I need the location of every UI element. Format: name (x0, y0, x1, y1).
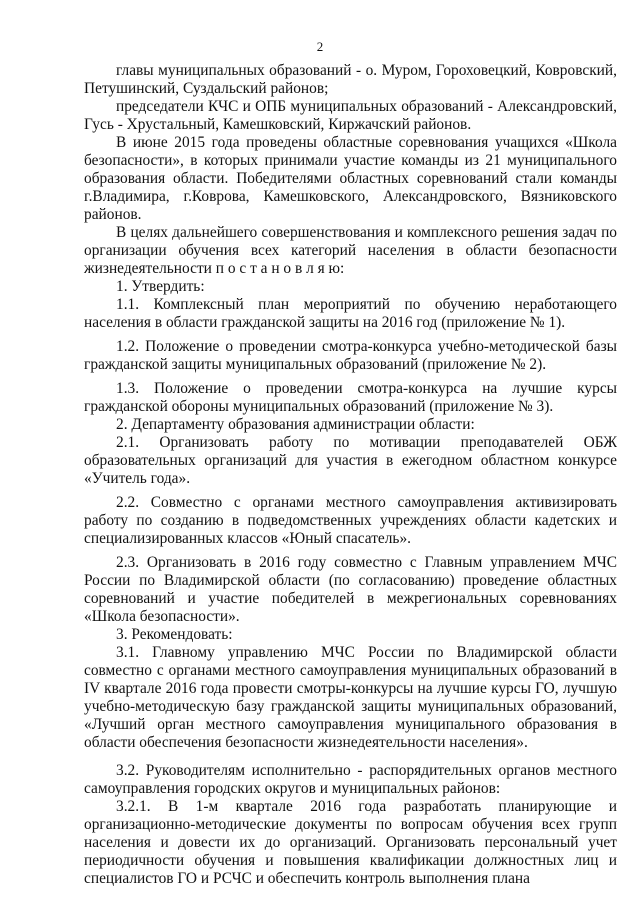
item-1-approve: 1. Утвердить: (116, 278, 205, 295)
item-1-1: 1.1. Комплексный план мероприятий по обучению неработающего населения в области гражданской защиты на 2016 год (приложение № 1). (84, 296, 617, 331)
item-3-2: 3.2. Руководителям исполнительно - распорядительных органов местного самоуправления городских округов и муниципальных районов: (84, 762, 617, 797)
item-2-education-department: 2. Департаменту образования администрации области: (116, 416, 475, 433)
item-1-2: 1.2. Положение о проведении смотра-конкурса учебно-методической базы гражданской защиты муниципальных образований (приложение № 2). (84, 338, 617, 373)
document-body (84, 62, 617, 888)
paragraph-resolution-preamble: В целях дальнейшего совершенствования и комплексного решения задач по организации обучения всех категорий населения в области безопасности жизнедеятельности п о с т а н о в л я ю: (84, 224, 617, 277)
item-2-1: 2.1. Организовать работу по мотивации преподавателей ОБЖ образовательных организаций для участия в ежегодном областном конкурсе «Учитель года». (84, 434, 617, 487)
item-2-3: 2.3. Организовать в 2016 году совместно с Главным управлением МЧС России по Владимирской области (по согласованию) проведение областных соревнований и участие победителей в межрегиональных соревнованиях «Школа безопасности». (84, 554, 617, 625)
item-2-2: 2.2. Совместно с органами местного самоуправления активизировать работу по созданию в подведомственных учреждениях области кадетских и специализированных классов «Юный спасатель». (84, 494, 617, 547)
item-1-3: 1.3. Положение о проведении смотра-конкурса на лучшие курсы гражданской обороны муниципальных образований (приложение № 3). (84, 380, 617, 415)
page-number: 2 (316, 39, 324, 54)
paragraph-school-of-safety-2015: В июне 2015 года проведены областные соревнования учащихся «Школа безопасности», в которых принимали участие команды из 21 муниципального образования области. Победителями областных соревнований стали команды г.Владимира, г.Коврова, Камешковского, Александровского, Вязниковского районов. (84, 134, 617, 223)
paragraph-heads-of-municipalities: главы муниципальных образований - о. Муром, Гороховецкий, Ковровский, Петушинский, Суздальский районов; (84, 62, 617, 97)
item-3-recommend: 3. Рекомендовать: (116, 626, 233, 643)
paragraph-kchs-chairmen: председатели КЧС и ОПБ муниципальных образований - Александровский, Гусь - Хрустальный, Камешковский, Киржачский районов. (84, 98, 617, 133)
item-3-2-1: 3.2.1. В 1-м квартале 2016 года разработать планирующие и организационно-методические документы по вопросам обучения всех групп населения и довести их до организаций. Организовать персональный учет периодичности обучения и повышения квалификации должностных лиц и специалистов ГО и РСЧС и обеспечить контроль выполнения плана (84, 798, 617, 887)
item-3-1: 3.1. Главному управлению МЧС России по Владимирской области совместно с органами местного самоуправления муниципальных образований в IV квартале 2016 года провести смотры-конкурсы на лучшие курсы ГО, лучшую учебно-методическую базу гражданской защиты муниципальных образований, «Лучший орган местного самоуправления муниципального образования в области обеспечения безопасности жизнедеятельности населения». (84, 644, 617, 751)
